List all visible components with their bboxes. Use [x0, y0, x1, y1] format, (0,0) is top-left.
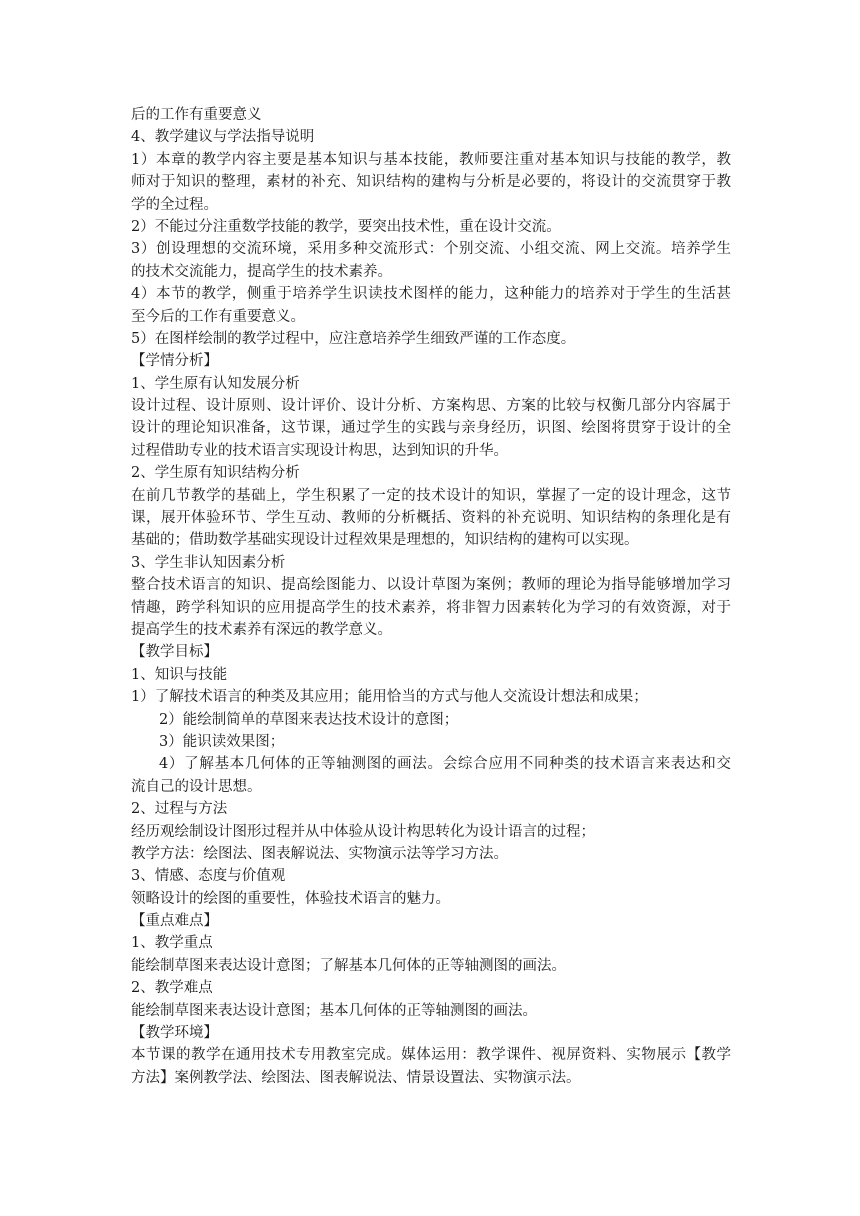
- text-line: 2、教学难点: [131, 980, 213, 997]
- text-line: 3、情感、态度与价值观: [131, 868, 286, 885]
- text-line: 情趣，跨学科知识的应用提高学生的技术素养，将非智力因素转化为学习的有效资源，对于: [131, 599, 731, 616]
- text-line: 2）不能过分注重数学技能的教学，要突出技术性，重在设计交流。: [131, 218, 561, 235]
- text-line: 能绘制草图来表达设计意图；基本几何体的正等轴测图的画法。: [131, 1002, 537, 1019]
- text-line: 至今后的工作有重要意义。: [131, 308, 305, 325]
- text-line: 能绘制草图来表达设计意图；了解基本几何体的正等轴测图的画法。: [131, 957, 566, 974]
- text-line: 4）本节的教学，侧重于培养学生识读技术图样的能力，这种能力的培养对于学生的生活甚: [131, 286, 731, 303]
- text-line: 提高学生的技术素养有深远的教学意义。: [131, 621, 392, 638]
- document-page: [131, 104, 731, 1089]
- text-line: 本节课的教学在通用技术专用教室完成。媒体运用：教学课件、视屏资料、实物展示【教学: [131, 1047, 731, 1064]
- text-line: 课，展开体验环节、学生互动、教师的分析概括、资料的补充说明、知识结构的条理化是有: [131, 510, 731, 527]
- text-line: 设计的理论知识准备，这节课，通过学生的实践与亲身经历，识图、绘图将贯穿于设计的全: [131, 420, 731, 437]
- text-line: 2）能绘制简单的草图来表达技术设计的意图；: [159, 711, 459, 728]
- text-line: 【教学目标】: [131, 644, 218, 661]
- text-line: 2、过程与方法: [131, 801, 228, 818]
- text-line: 3）创设理想的交流环境，采用多种交流形式：个别交流、小组交流、网上交流。培养学生: [131, 241, 731, 258]
- text-line: 【重点难点】: [131, 913, 218, 930]
- text-line: 【学情分析】: [131, 353, 218, 370]
- text-line: 后的工作有重要意义: [131, 107, 262, 123]
- text-line: 【教学环境】: [131, 1025, 218, 1042]
- text-line: 师对于知识的整理，素材的补充、知识结构的建构与分析是必要的，将设计的交流贯穿于教: [131, 174, 731, 191]
- text-line: 1、知识与技能: [131, 666, 228, 683]
- text-line: 整合技术语言的知识、提高绘图能力、以设计草图为案例；教师的理论为指导能够增加学习: [131, 577, 731, 594]
- text-line: 基础的；借助数学基础实现设计过程效果是理想的，知识结构的建构可以实现。: [131, 532, 639, 549]
- text-line: 3）能识读效果图；: [159, 733, 285, 750]
- text-line: 学的全过程。: [131, 196, 218, 213]
- text-line: 4）了解基本几何体的正等轴测图的画法。会综合应用不同种类的技术语言来表达和交: [159, 756, 731, 773]
- text-line: 领略设计的绘图的重要性，体验技术语言的魅力。: [131, 890, 450, 907]
- text-line: 设计过程、设计原则、设计评价、设计分析、方案构思、方案的比较与权衡几部分内容属于: [131, 398, 731, 415]
- text-line: 2、学生原有知识结构分析: [131, 465, 300, 482]
- text-line: 4、教学建议与学法指导说明: [131, 129, 315, 146]
- text-line: 流自己的设计思想。: [131, 778, 262, 795]
- text-line: 5）在图样绘制的教学过程中，应注意培养学生细致严谨的工作态度。: [131, 330, 576, 347]
- text-line: 过程借助专业的技术语言实现设计构思，达到知识的升华。: [131, 442, 508, 459]
- text-line: 的技术交流能力，提高学生的技术素养。: [131, 263, 392, 280]
- text-line: 1、教学重点: [131, 935, 213, 952]
- text-line: 在前几节教学的基础上，学生积累了一定的技术设计的知识，掌握了一定的设计理念，这节: [131, 487, 731, 504]
- text-line: 1）本章的教学内容主要是基本知识与基本技能，教师要注重对基本知识与技能的教学，教: [131, 151, 731, 168]
- text-line: 1、学生原有认知发展分析: [131, 375, 300, 392]
- text-line: 1）了解技术语言的种类及其应用；能用恰当的方式与他人交流设计想法和成果；: [131, 689, 648, 706]
- text-line: 经历观绘制设计图形过程并从中体验从设计构思转化为设计语言的过程；: [131, 823, 595, 840]
- text-line: 教学方法：绘图法、图表解说法、实物演示法等学习方法。: [131, 845, 508, 862]
- text-line: 3、学生非认知因素分析: [131, 554, 286, 571]
- text-line: 方法】案例教学法、绘图法、图表解说法、情景设置法、实物演示法。: [131, 1069, 581, 1086]
